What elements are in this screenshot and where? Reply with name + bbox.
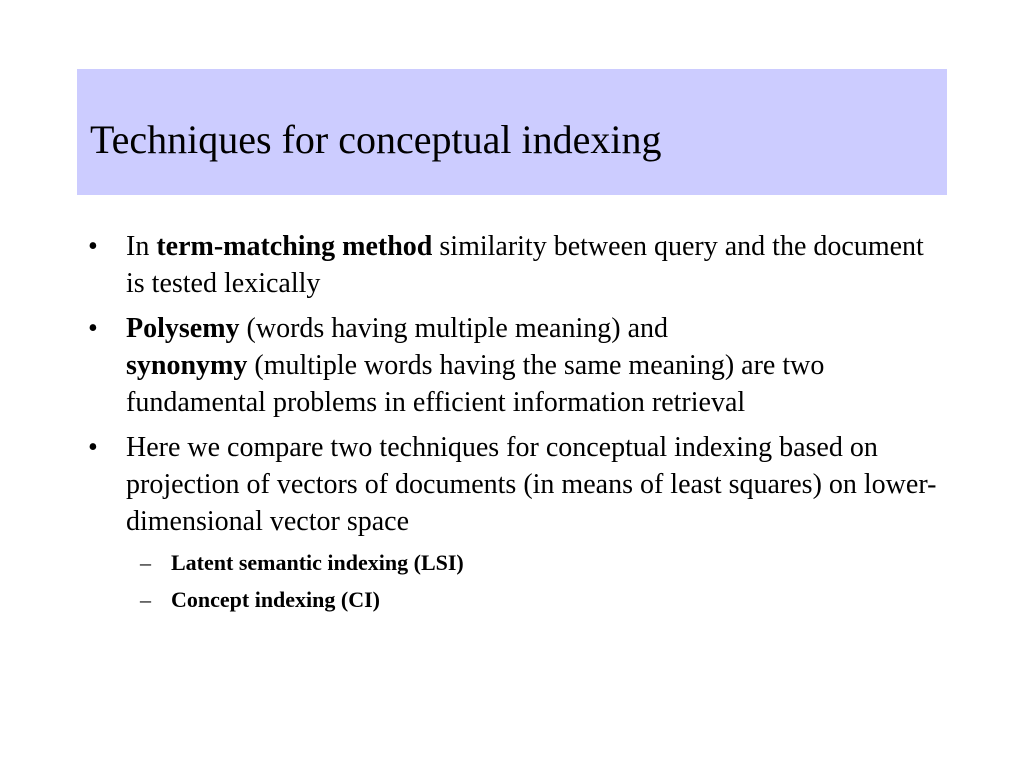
sub-bullet-2-text: Concept indexing (CI) [171, 587, 381, 612]
sub-bullet-1-text: Latent semantic indexing (LSI) [171, 550, 464, 575]
bullet-1-rest: similarity between query and the document is tested lexically [126, 231, 924, 299]
bullet-2-bold-synonymy: synonymy [126, 350, 248, 381]
sub-bullet-item-2 [88, 585, 948, 615]
title-banner [77, 69, 947, 195]
bullet-1-lead: In [126, 231, 157, 262]
bullet-2-rest: (multiple words having the same meaning) are two fundamental problems in efficient information retrieval [126, 350, 825, 418]
bullet-item-2 [88, 310, 948, 421]
sub-bullet-marker: – [140, 550, 151, 575]
bullet-1-bold-term: term-matching method [156, 231, 433, 262]
bullet-2-middle: (words having multiple meaning) and [239, 313, 668, 344]
sub-bullet-item-1 [88, 548, 948, 578]
bullet-3-text: Here we compare two techniques for conceptual indexing based on projection of vectors of documents (in means of least squares) on lower-dimensional vector space [126, 432, 937, 537]
slide-title: Techniques for conceptual indexing [90, 117, 662, 162]
bullet-marker: • [88, 231, 98, 262]
sub-bullet-marker: – [140, 587, 151, 612]
bullet-item-1 [88, 228, 948, 302]
bullet-item-3 [88, 429, 948, 540]
bullet-marker: • [88, 432, 98, 463]
slide-body [88, 228, 948, 622]
bullet-marker: • [88, 313, 98, 344]
bullet-2-bold-polysemy: Polysemy [126, 313, 240, 344]
